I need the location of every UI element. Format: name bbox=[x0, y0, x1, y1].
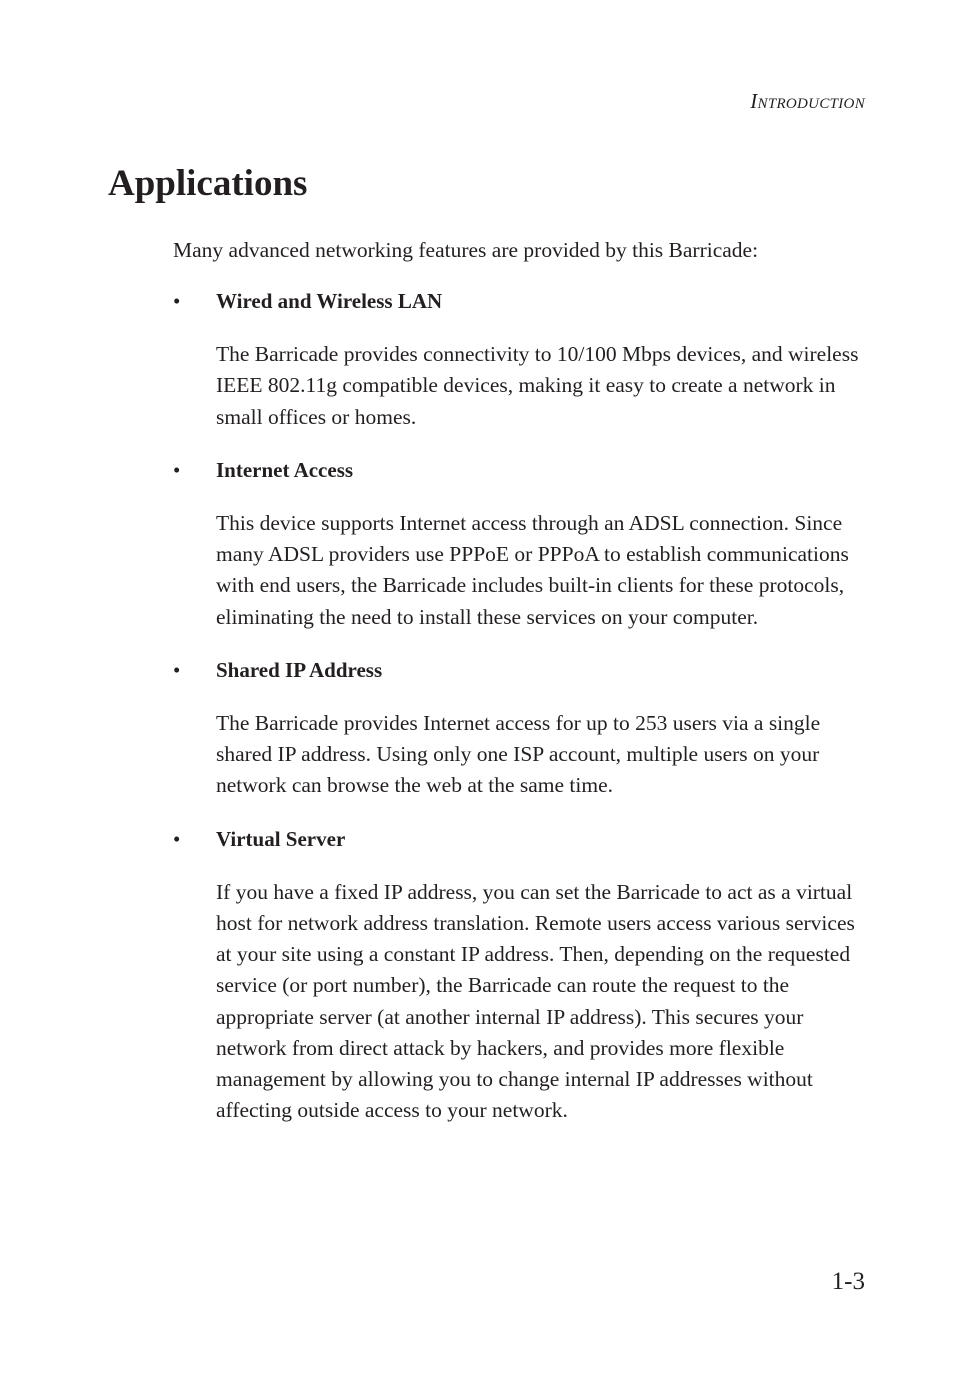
feature-title: Shared IP Address bbox=[216, 657, 383, 682]
feature-internet-access bbox=[173, 455, 873, 633]
feature-description: The Barricade provides connectivity to 10/100 Mbps devices, and wireless IEEE 802.11g compatible devices, making it easy to create a network in small offices or homes. bbox=[216, 342, 859, 429]
bullet-icon: • bbox=[173, 457, 181, 482]
page-title: Applications bbox=[108, 163, 308, 204]
feature-title: Virtual Server bbox=[216, 826, 346, 851]
running-header: Introduction bbox=[750, 89, 865, 113]
feature-description: This device supports Internet access through an ADSL connection. Since many ADSL providers use PPPoE or PPPoA to establish communications with end users, the Barricade includes built-in clients for these protocols, eliminating the need to install these services on your computer. bbox=[216, 511, 849, 629]
feature-description: If you have a fixed IP address, you can set the Barricade to act as a virtual host for network address translation. Remote users access various services at your site using a constant IP address. Then, depending on the requested service (or port number), the Barricade can route the request to the appropriate server (at another internal IP address). This secures your network from direct attack by hackers, and provides more flexible management by allowing you to change internal IP addresses without affecting outside access to your network. bbox=[216, 879, 855, 1123]
bullet-icon: • bbox=[173, 289, 181, 313]
feature-title: Wired and Wireless LAN bbox=[216, 289, 443, 313]
bullet-icon: • bbox=[173, 826, 181, 851]
feature-title: Internet Access bbox=[216, 457, 354, 482]
feature-description: The Barricade provides Internet access for up to 253 users via a single shared IP address. Using only one ISP account, multiple users on your network can browse the web at the same time. bbox=[216, 711, 821, 798]
feature-wired-wireless-lan bbox=[173, 286, 873, 433]
page-number: 1-3 bbox=[831, 1268, 865, 1295]
bullet-icon: • bbox=[173, 657, 181, 682]
feature-list bbox=[173, 286, 873, 1148]
intro-paragraph: Many advanced networking features are provided by this Barricade: bbox=[173, 238, 759, 262]
feature-virtual-server bbox=[173, 824, 873, 1127]
feature-shared-ip-address bbox=[173, 655, 873, 802]
